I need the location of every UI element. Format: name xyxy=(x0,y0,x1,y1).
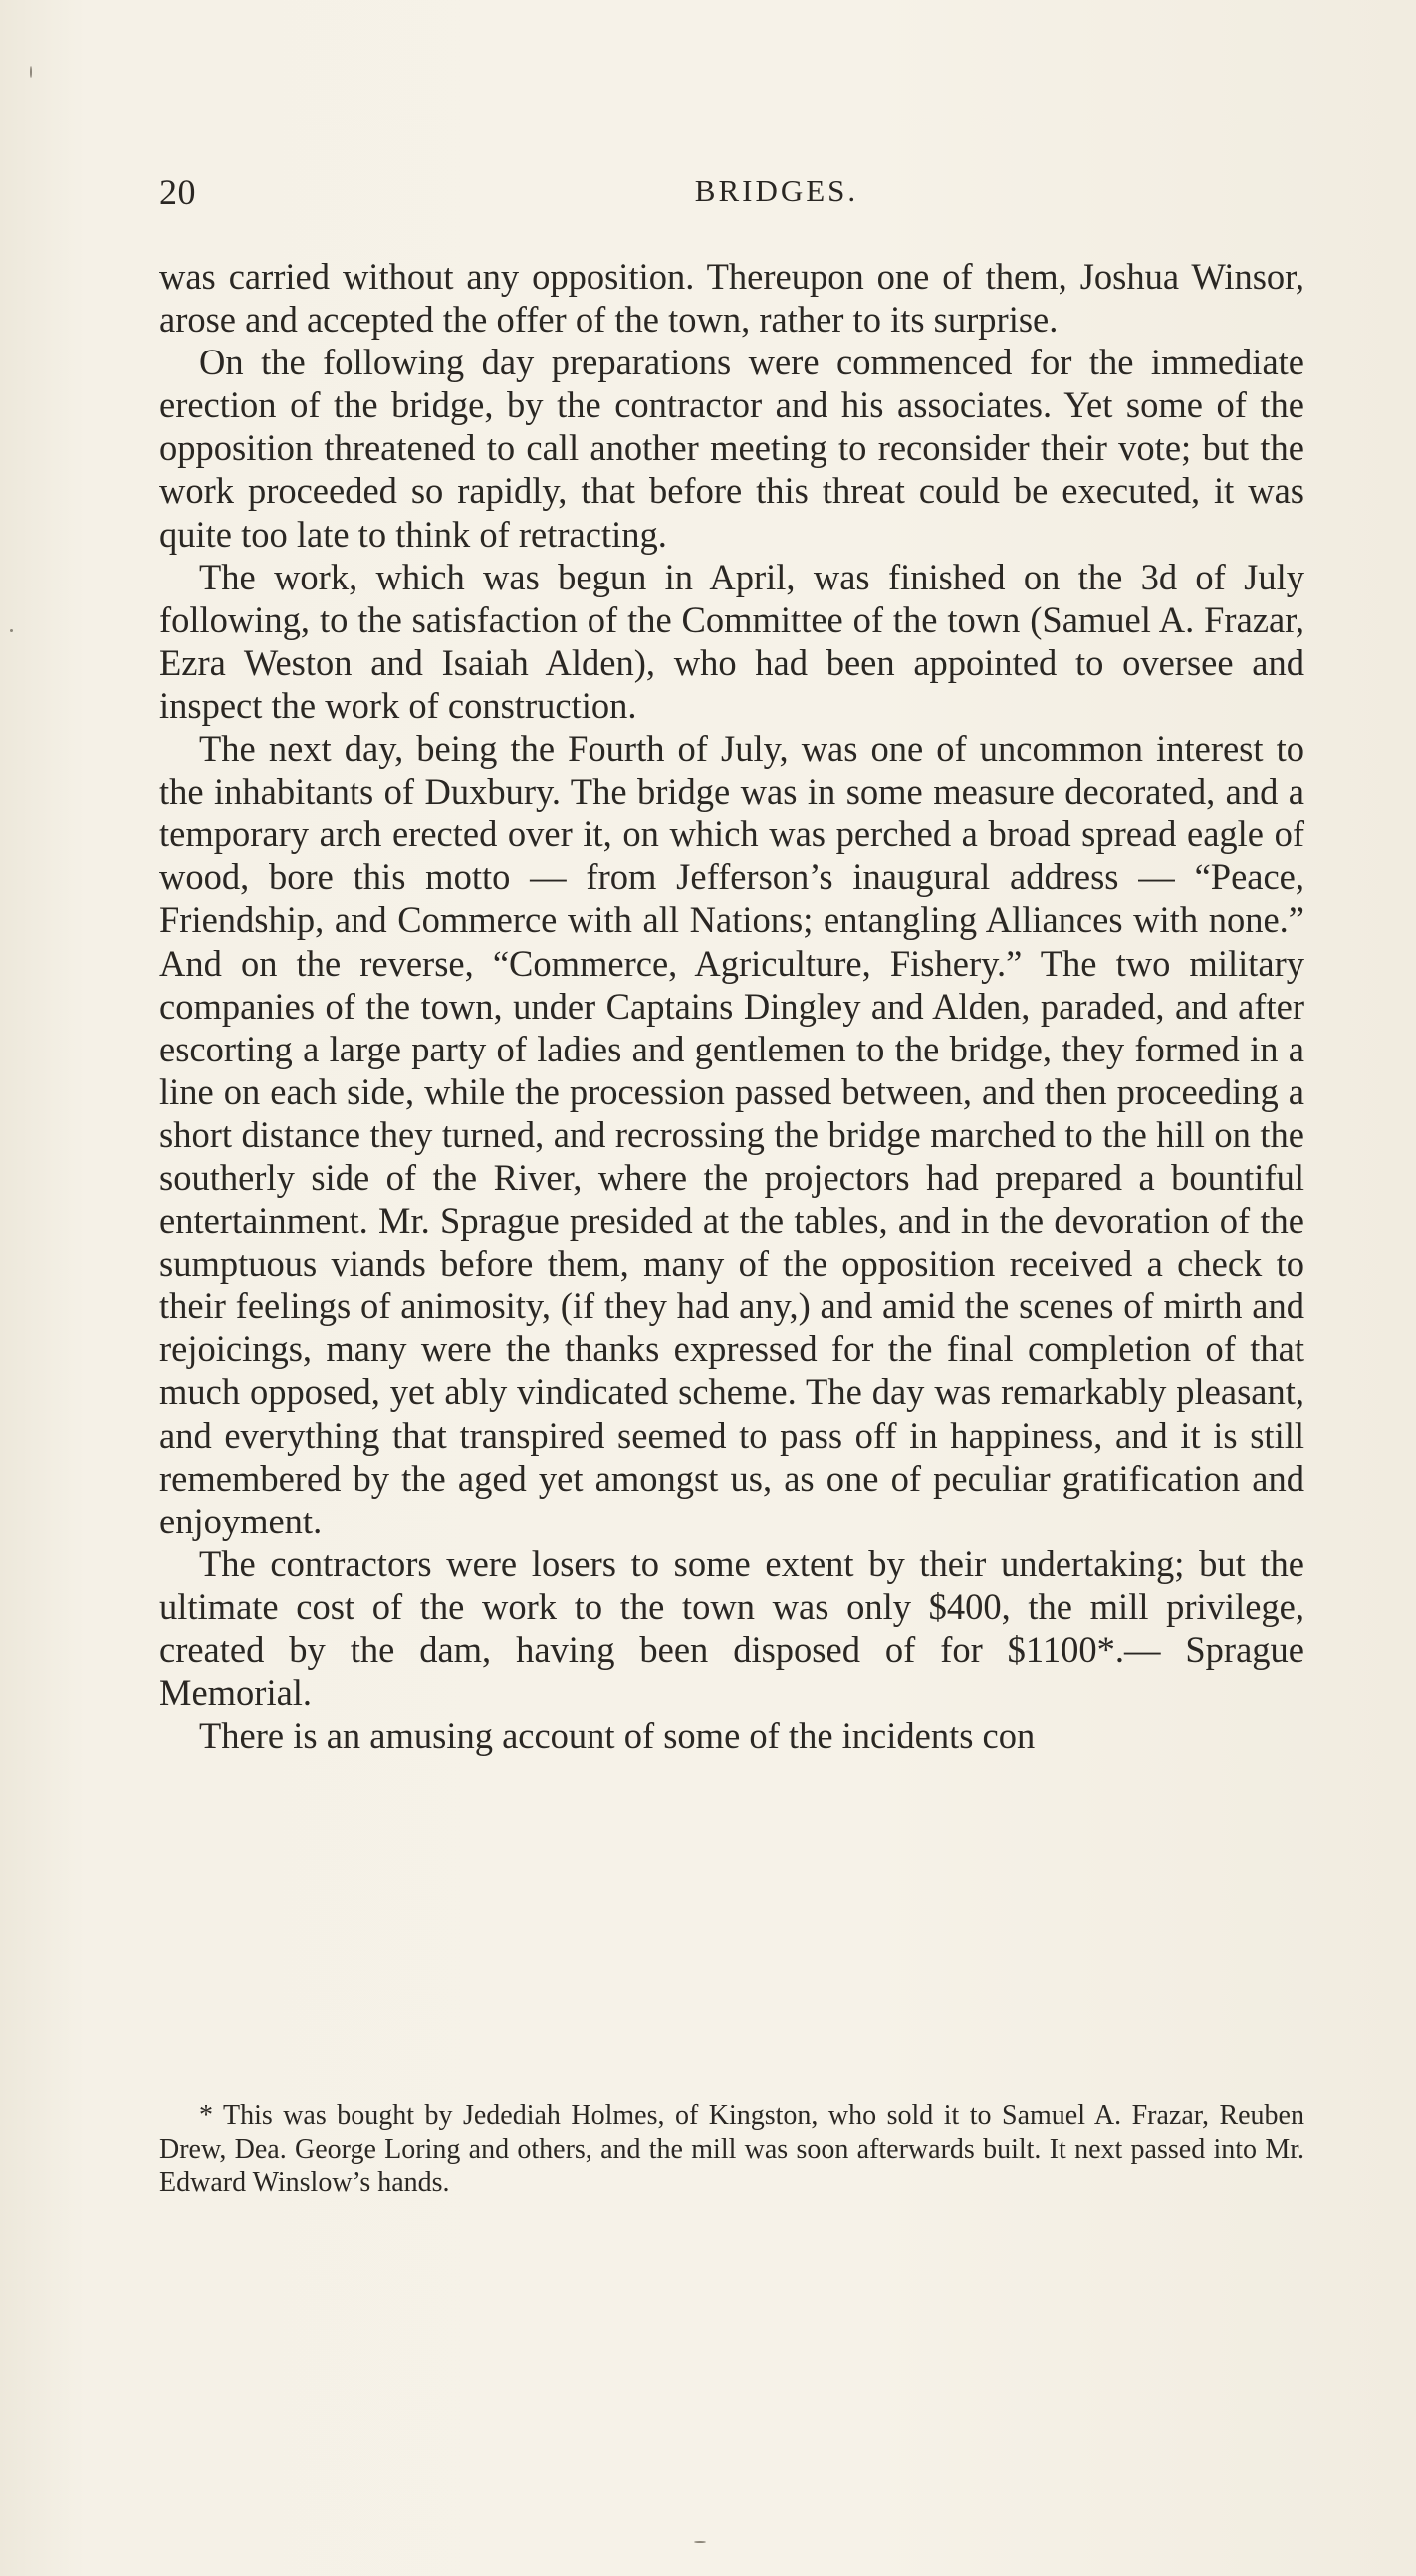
paragraph: was carried without any opposition. Thereupon one of them, Joshua Winsor, arose and accepted the offer of the town, rather to its surprise. xyxy=(159,256,1304,341)
paragraph: The contractors were losers to some extent by their undertaking; but the ultimate cost of the work to the town was only $400, the mill privilege, created by the dam, having been disposed of for $1100*.— Sprague Memorial. xyxy=(159,1542,1304,1714)
paragraph: The next day, being the Fourth of July, was one of uncommon interest to the inhabitants of Duxbury. The bridge was in some measure decorated, and a temporary arch erected over it, on which was perched a broad spread eagle of wood, bore this motto — from Jefferson’s inaugural address — “Peace, Friendship, and Commerce with all Nations; entangling Alliances with none.” And on the reverse, “Commerce, Agriculture, Fishery.” The two military companies of the town, under Captains Dingley and Alden, paraded, and after escorting a large party of ladies and gentlemen to the bridge, they formed in a line on each side, while the procession passed between, and then proceeding a short distance they turned, and recrossing the bridge marched to the hill on the southerly side of the River, where the projectors had prepared a bountiful entertainment. Mr. Sprague presided at the tables, and in the devoration of the sumptuous viands before them, many of the opposition received a check to their feelings of animosity, (if they had any,) and amid the scenes of mirth and rejoicings, many were the thanks expressed for the final completion of that much opposed, yet ably vindicated scheme. The day was remarkably pleasant, and everything that transpired seemed to pass off in happiness, and it is still remembered by the aged yet amongst us, as one of peculiar gratification and enjoyment. xyxy=(159,728,1304,1541)
print-speck xyxy=(10,629,13,632)
print-speck xyxy=(30,66,32,78)
print-speck xyxy=(694,2541,706,2543)
footnote-text: * This was bought by Jedediah Holmes, of Kingston, who sold it to Samuel A. Frazar, Reuben Drew, Dea. George Loring and others, and the mill was soon afterwards built. It next passed into Mr. Edward Winslow’s hands. xyxy=(159,2100,1304,2198)
footnote xyxy=(159,2099,1304,2200)
paragraph: The work, which was begun in April, was finished on the 3d of July following, to the satisfaction of the Committee of the town (Samuel A. Frazar, Ezra Weston and Isaiah Alden), who had been appointed to oversee and inspect the work of construction. xyxy=(159,556,1304,726)
paragraph: There is an amusing account of some of the incidents con xyxy=(199,1715,1036,1756)
page-number: 20 xyxy=(159,172,196,212)
running-head: BRIDGES. xyxy=(694,173,859,208)
page-header xyxy=(159,171,1304,215)
paragraph: On the following day preparations were commenced for the immediate erection of the bridge, by the contractor and his associates. Yet some of the opposition threatened to call another meeting to reconsider their vote; but the work proceeded so rapidly, that before this threat could be executed, it was quite too late to think of retracting. xyxy=(159,342,1304,555)
body-text xyxy=(159,255,1304,1756)
